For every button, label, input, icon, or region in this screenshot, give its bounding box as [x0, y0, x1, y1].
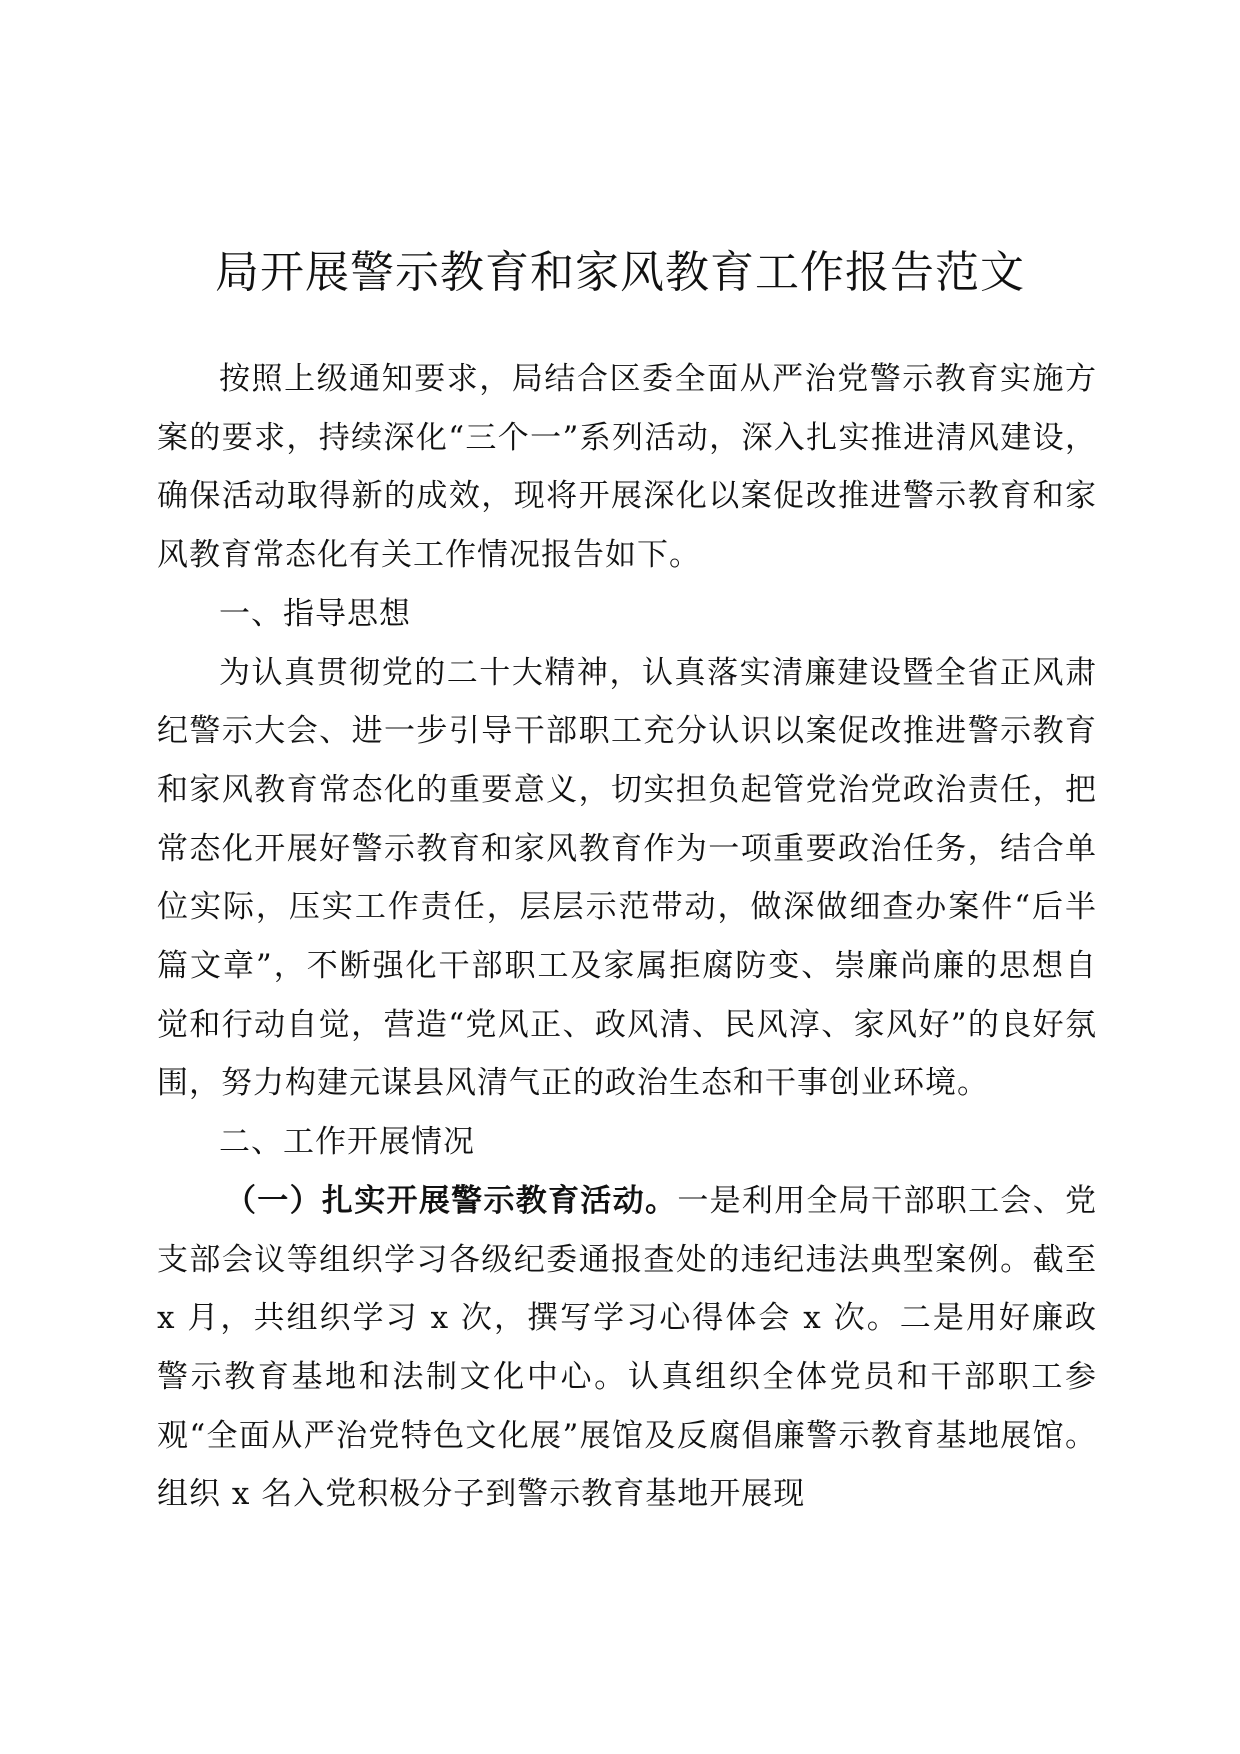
section-2-sub-1-paragraph [157, 1172, 1097, 1524]
section-1-paragraph: 为认真贯彻党的二十大精神，认真落实清廉建设暨全省正风肃纪警示大会、进一步引导干部职工充分认识以案促改推进警示教育和家风教育常态化的重要意义，切实担负起管党治党政治责任，把常态化开展好警示教育和家风教育作为一项重要政治任务，结合单位实际，压实工作责任，层层示范带动，做深做细查办案件“后半篇文章”，不断强化干部职工及家属拒腐防变、崇廉尚廉的思想自觉和行动自觉，营造“党风正、政风清、民风淳、家风好”的良好氛围，努力构建元谋县风清气正的政治生态和干事创业环境。 [157, 654, 1097, 1102]
section-2-sub-1-text: 一是利用全局干部职工会、党支部会议等组织学习各级纪委通报查处的违纪违法典型案例。截至 x 月，共组织学习 x 次，撰写学习心得体会 x 次。二是用好廉政警示教育基地和法制文化中心。认真组织全体党员和干部职工参观“全面从严治党特色文化展”展馆及反腐倡廉警示教育基地展馆。组织 x 名入党积极分子到警示教育基地开展现 [157, 1182, 1098, 1513]
document-body [157, 350, 1097, 1524]
intro-paragraph: 按照上级通知要求，局结合区委全面从严治党警示教育实施方案的要求，持续深化“三个一”系列活动，深入扎实推进清风建设，确保活动取得新的成效，现将开展深化以案促改推进警示教育和家风教育常态化有关工作情况报告如下。 [157, 361, 1097, 574]
document-title: 局开展警示教育和家风教育工作报告范文 [215, 247, 1025, 298]
section-1-heading: 一、指导思想 [219, 595, 411, 632]
section-2-sub-1-lead: （一）扎实开展警示教育活动。 [225, 1182, 678, 1219]
section-2-heading: 二、工作开展情况 [219, 1124, 475, 1161]
